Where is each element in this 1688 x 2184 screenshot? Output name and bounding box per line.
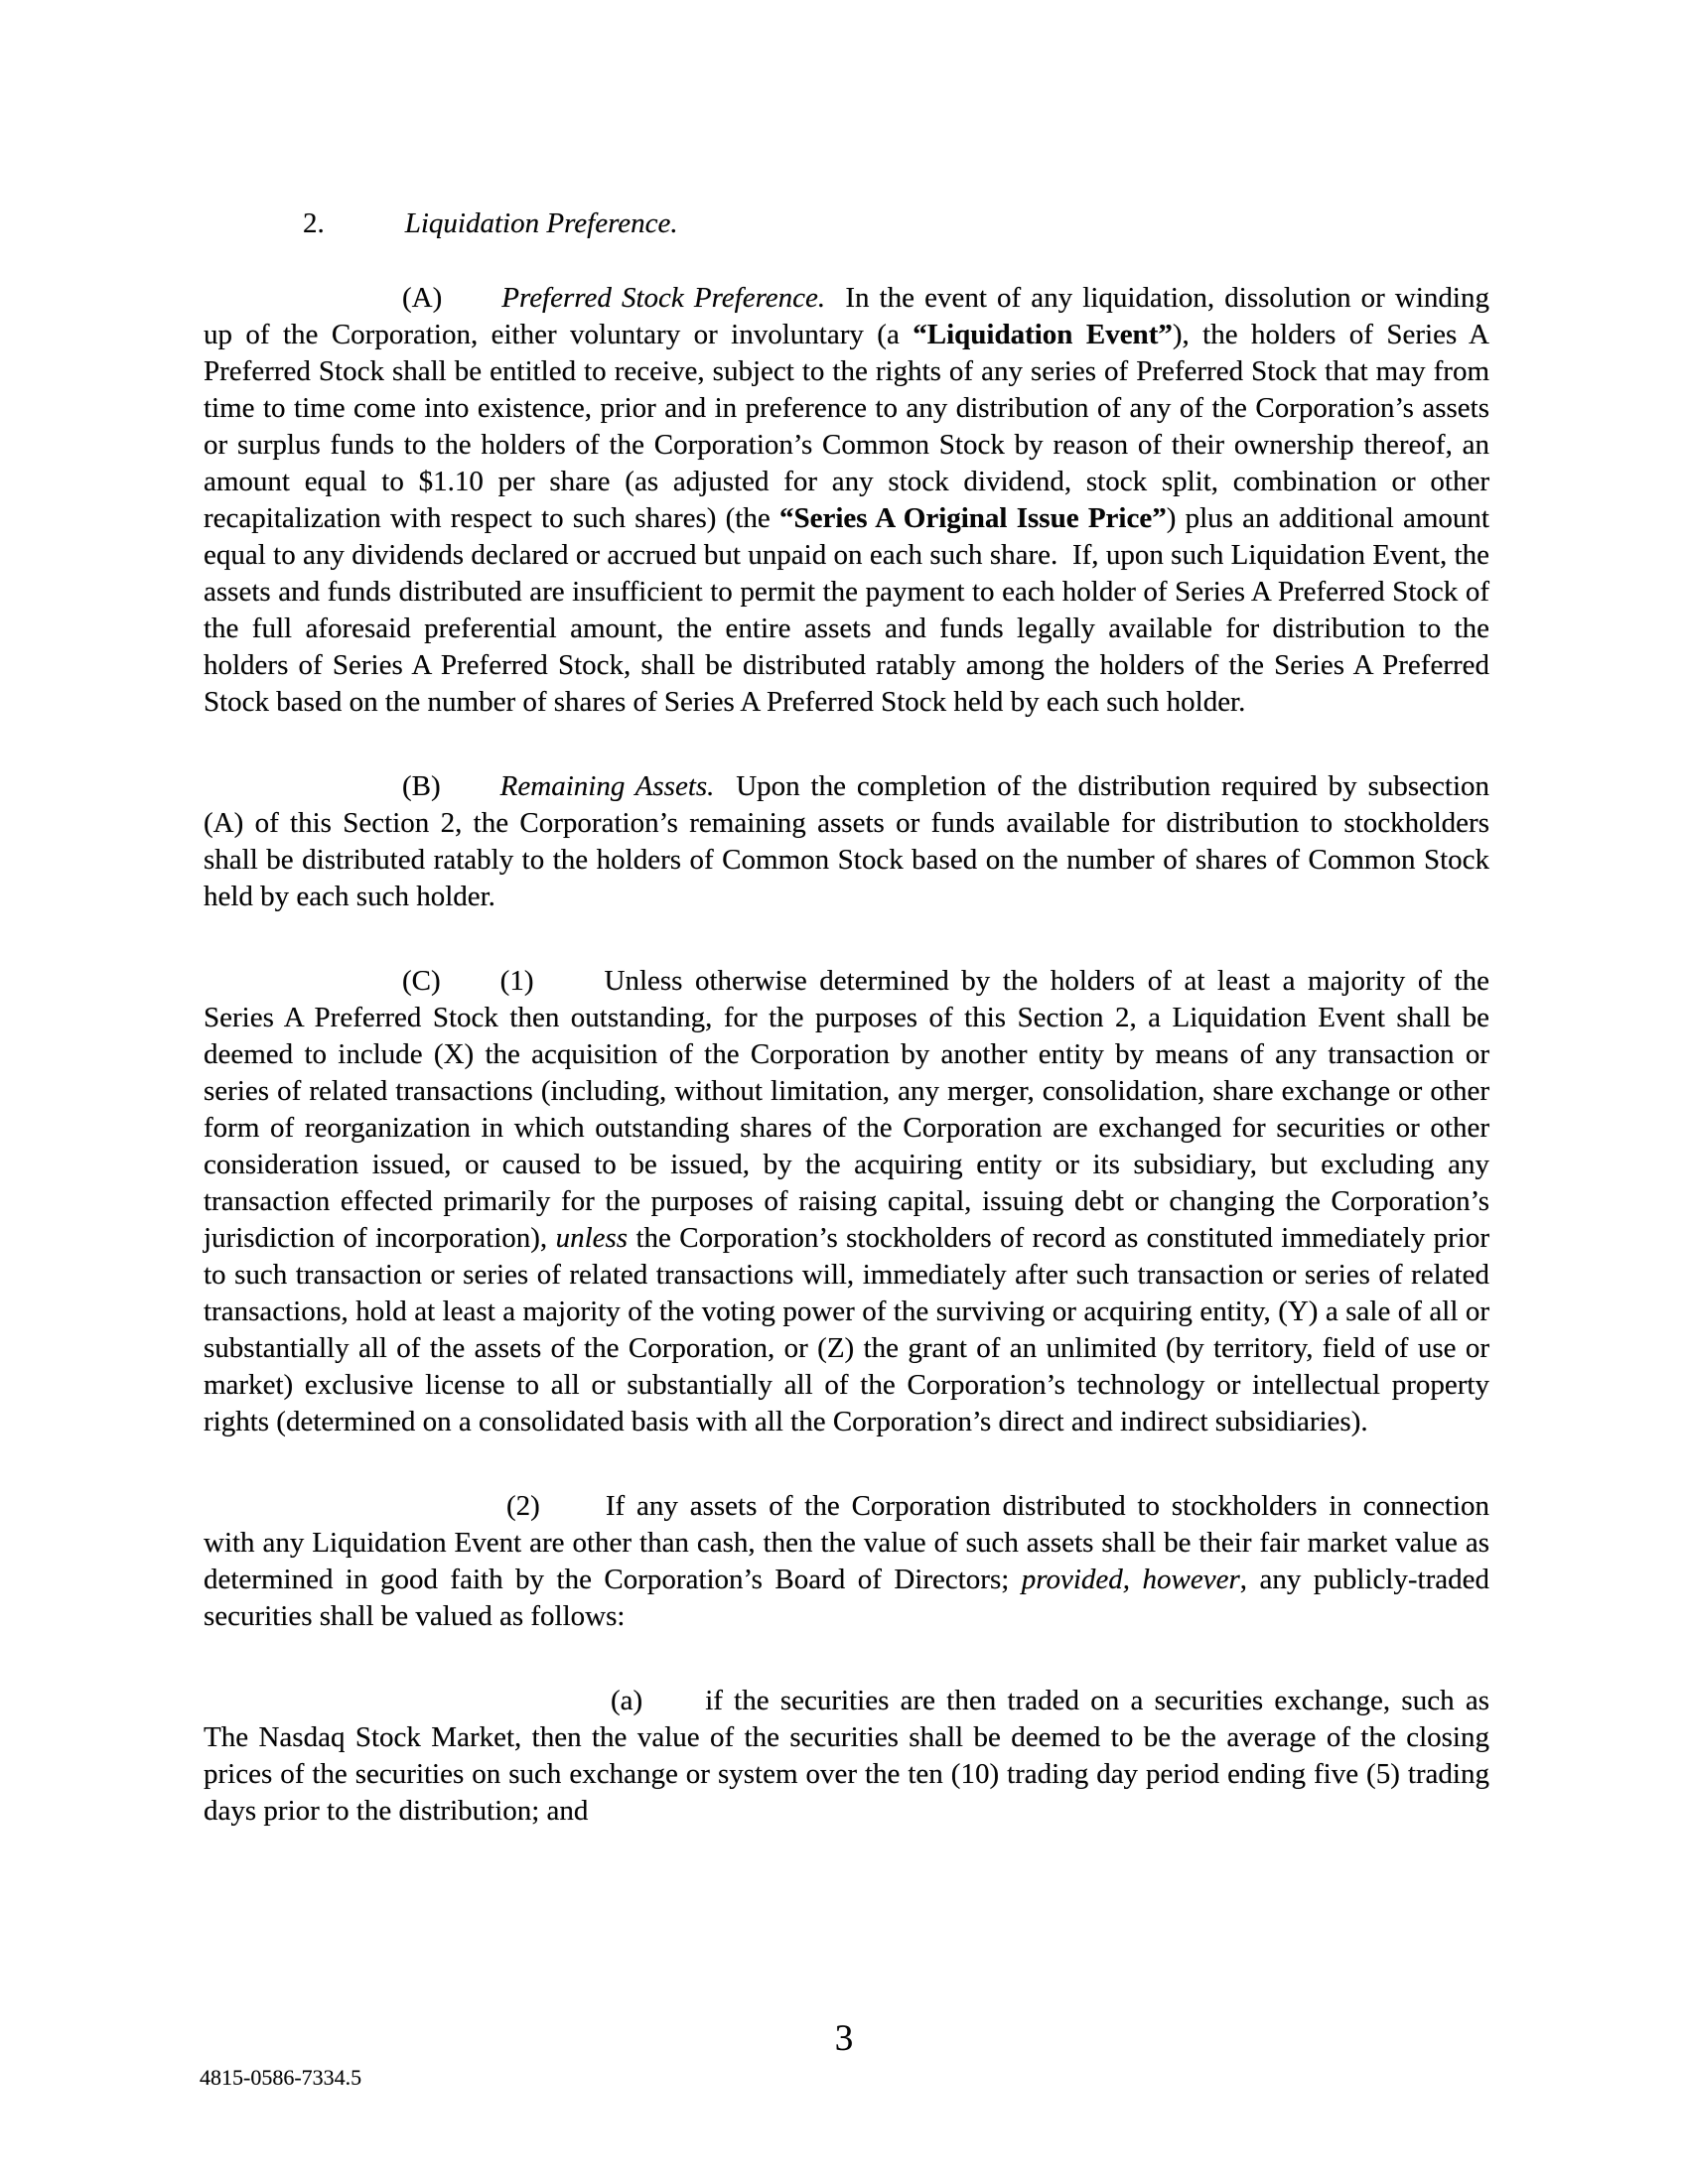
tab-space <box>441 989 500 990</box>
text-run: unless <box>555 1222 629 1254</box>
tab-space <box>534 989 605 990</box>
document-control-number: 4815-0586-7334.5 <box>200 2065 362 2090</box>
paragraph-preferred-stock-preference <box>204 280 1489 721</box>
text-run: (C) <box>402 965 441 997</box>
text-run: (a) <box>611 1685 643 1716</box>
text-run: (B) <box>402 770 441 802</box>
text-run: ), the holders of Series A Preferred Stock shall be entitled to receive, subject to the rights of any series of Preferred Stock that may from time to time come into existence, prior and in preference to any distribution of any of the Corporation’s assets or surplus funds to the holders of the Corporation’s Common Stock by reason of their ownership thereof, an amount equal to $1.10 per share (as adjusted for any stock dividend, stock split, combination or other recapitalization with respect to such shares) (the <box>204 319 1490 534</box>
text-run: (A) <box>402 282 443 314</box>
text-run: the Corporation’s stockholders of record as constituted immediately prior to such transaction or series of related transactions will, immediately after such transaction or series of related transactions, hold at least a majority of the voting power of the surviving or acquiring entity, (Y) a sale of all or substantially all of the assets of the Corporation, or (Z) the grant of an unlimited (by territory, field of use or market) exclusive license to all or substantially all of the Corporation’s technology or intellectual property rights (determined on a consolidated basis with all the Corporation’s direct and indirect subsidiaries). <box>204 1222 1489 1437</box>
text-run: Upon the completion of the distribution required by subsection (A) of this Section 2, the Corporation’s remaining assets or funds available for distribution to stockholders shall be distributed ratably to the holders of Common Stock based on the number of shares of Common Stock held by each such holder. <box>204 770 1490 912</box>
paragraph-remaining-assets <box>204 768 1489 915</box>
tab-space <box>642 1708 705 1709</box>
text-run: if the securities are then traded on a securities exchange, such as The Nasdaq Stock Market, then the value of the securities shall be deemed to be the average of the closing prices of the securities on such exchange or system over the ten (10) trading day period ending five (5) trading days prior to the distribution; and <box>204 1685 1489 1827</box>
text-run: “Series A Original Issue Price” <box>778 502 1167 534</box>
paragraph-noncash-valuation <box>204 1488 1489 1635</box>
tab-space <box>442 306 501 307</box>
text-run: ) plus an additional amount equal to any dividends declared or accrued but unpaid on each such share. If, upon such Liquidation Event, the assets and funds distributed are insufficient to permit the payment to each holder of Series A Preferred Stock of the full aforesaid preferential amount, the entire assets and funds legally available for distribution to the holders of Series A Preferred Stock, shall be distributed ratably among the holders of the Series A Preferred Stock based on the number of shares of Series A Preferred Stock held by each such holder. <box>204 502 1489 718</box>
paragraph-exchange-traded-valuation <box>204 1683 1489 1830</box>
section-liquidation-preference <box>204 205 1489 1830</box>
text-run: If any assets of the Corporation distributed to stockholders in connection with any Liquidation Event are other than cash, then the value of such assets shall be their fair market value as determined in good faith by the Corporation’s Board of Directors; <box>204 1490 1489 1595</box>
text-run: provided, however <box>1021 1564 1240 1595</box>
section-heading <box>204 205 1489 242</box>
text-run: (2) <box>506 1490 540 1522</box>
text-run: 2. <box>303 207 325 239</box>
tab-space <box>540 1514 606 1515</box>
text-run: , any publicly-traded securities shall be valued as follows: <box>204 1564 1489 1632</box>
text-run: Remaining Assets. <box>499 770 715 802</box>
text-run: In the event of any liquidation, dissolution or winding up of the Corporation, either voluntary or involuntary (a <box>204 282 1489 350</box>
tab-space <box>325 231 405 232</box>
text-run: “Liquidation Event” <box>913 319 1173 350</box>
page-number: 3 <box>834 2018 854 2059</box>
text-run: (1) <box>499 965 534 997</box>
text-run: Liquidation Preference. <box>404 207 678 239</box>
text-run: Unless otherwise determined by the holders of at least a majority of the Series A Preferred Stock then outstanding, for the purposes of this Section 2, a Liquidation Event shall be deemed to include (X) the acquisition of the Corporation by another entity by means of any transaction or series of related transactions (including, without limitation, any merger, consolidation, share exchange or other form of reorganization in which outstanding shares of the Corporation are exchanged for securities or other consideration issued, or caused to be issued, by the acquiring entity or its subsidiary, but excluding any transaction effected primarily for the purposes of raising capital, issuing debt or changing the Corporation’s jurisdiction of incorporation), <box>204 965 1489 1254</box>
tab-space <box>441 794 500 795</box>
paragraph-liquidation-event-deemed <box>204 963 1489 1440</box>
text-run: Preferred Stock Preference. <box>501 282 826 314</box>
